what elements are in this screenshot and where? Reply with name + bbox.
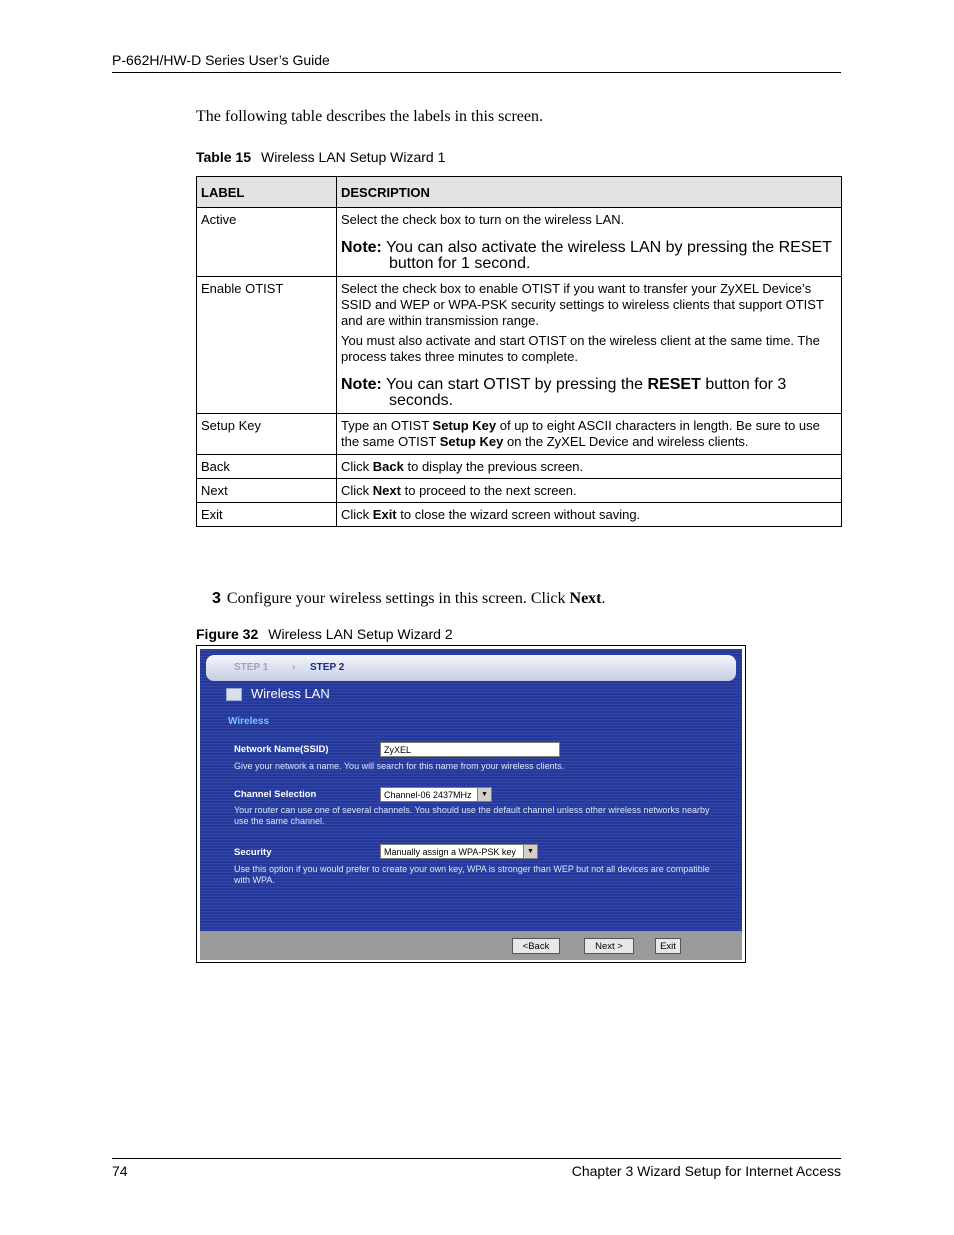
chapter-title: Chapter 3 Wizard Setup for Internet Access (571, 1163, 841, 1179)
table-row (197, 479, 842, 503)
step-bar (206, 655, 736, 681)
table-row (197, 503, 842, 527)
row-label: Setup Key (197, 414, 337, 455)
table-row (197, 455, 842, 479)
description-text: Select the check box to enable OTIST if you want to transfer your ZyXEL Device’s SSID and WEP or WPA-PSK security settings to wireless clients that support OTIST and are within transmission range. (341, 281, 824, 328)
back-button[interactable]: <Back (512, 938, 560, 954)
row-description: Click Next to proceed to the next screen. (337, 479, 842, 503)
step1-tab[interactable]: STEP 1 (234, 662, 269, 673)
table-header-row (197, 177, 842, 208)
note-text: You can also activate the wireless LAN by pressing the RESET button for 1 second. (386, 239, 832, 272)
row-label: Next (197, 479, 337, 503)
col-description-header: DESCRIPTION (337, 177, 842, 208)
row-label: Back (197, 455, 337, 479)
note-text: button for 3 seconds. (389, 376, 787, 409)
row-description (337, 414, 842, 455)
note (341, 377, 837, 409)
step-number: 3 (212, 590, 221, 607)
folder-icon (226, 688, 242, 701)
step-arrow-icon: › (292, 662, 296, 673)
channel-select[interactable] (380, 787, 492, 802)
note (341, 240, 837, 272)
page-footer (112, 1158, 841, 1179)
table-caption-title: Wireless LAN Setup Wizard 1 (261, 149, 446, 165)
step-instruction (212, 590, 606, 608)
col-label-header: LABEL (197, 177, 337, 208)
guide-title: P-662H/HW-D Series User’s Guide (112, 52, 330, 68)
table-caption (196, 149, 445, 165)
row-label: Exit (197, 503, 337, 527)
security-select[interactable] (380, 844, 538, 859)
description-text: Select the check box to turn on the wireless LAN. (341, 212, 625, 227)
row-description: Click Back to display the previous screen. (337, 455, 842, 479)
table-row (197, 414, 842, 455)
figure-caption (196, 626, 453, 642)
dropdown-arrow-icon: ▼ (477, 788, 491, 801)
step2-tab[interactable]: STEP 2 (310, 662, 345, 673)
wizard-title: Wireless LAN (251, 686, 330, 701)
row-description: Click Exit to close the wizard screen without saving. (337, 503, 842, 527)
security-value: Manually assign a WPA-PSK key (384, 847, 516, 857)
description-text: You must also activate and start OTIST on the wireless client at the same time. The process takes three minutes to complete. (341, 333, 820, 364)
next-button[interactable]: Next > (584, 938, 634, 954)
step-text: Configure your wireless settings in this screen. Click (226, 590, 566, 607)
page-header (112, 52, 841, 73)
step-end: . (601, 590, 606, 607)
table-caption-number: Table 15 (196, 149, 251, 165)
row-description (337, 208, 842, 277)
row-label: Active (197, 208, 337, 277)
page-number: 74 (112, 1163, 128, 1179)
wizard-screenshot (196, 645, 746, 963)
exit-button[interactable]: Exit (655, 938, 681, 954)
channel-help: Your router can use one of several channels. You should use the default channel unless other wireless networks nearby use the same channel. (234, 805, 710, 826)
wizard-panel (200, 649, 742, 960)
description-text: Type an OTIST Setup Key of up to eight ASCII characters in length. Be sure to use the same OTIST Setup Key on the ZyXEL Device and wireless clients. (341, 418, 820, 449)
ssid-help: Give your network a name. You will search for this name from your wireless clients. (234, 761, 565, 771)
table-row (197, 208, 842, 277)
section-heading: Wireless (228, 716, 270, 727)
table-row (197, 277, 842, 414)
ssid-label: Network Name(SSID) (234, 744, 329, 755)
dropdown-arrow-icon: ▼ (523, 845, 537, 858)
step-bold: Next (569, 590, 602, 607)
ssid-input[interactable]: ZyXEL (380, 742, 560, 757)
note-bold: RESET (647, 376, 701, 393)
button-bar (200, 931, 742, 960)
intro-text: The following table describes the labels in this screen. (196, 108, 544, 125)
channel-value: Channel-06 2437MHz (384, 790, 472, 800)
channel-label: Channel Selection (234, 789, 317, 800)
security-help: Use this option if you would prefer to create your own key, WPA is stronger than WEP but not all devices are compatible with WPA. (234, 864, 710, 885)
note-text: You can start OTIST by pressing the (386, 376, 644, 393)
row-label: Enable OTIST (197, 277, 337, 414)
row-description (337, 277, 842, 414)
figure-caption-title: Wireless LAN Setup Wizard 2 (268, 626, 453, 642)
note-lead: Note: (341, 239, 382, 256)
note-lead: Note: (341, 376, 382, 393)
labels-table (196, 176, 842, 527)
security-label: Security (234, 847, 272, 858)
figure-caption-number: Figure 32 (196, 626, 259, 642)
